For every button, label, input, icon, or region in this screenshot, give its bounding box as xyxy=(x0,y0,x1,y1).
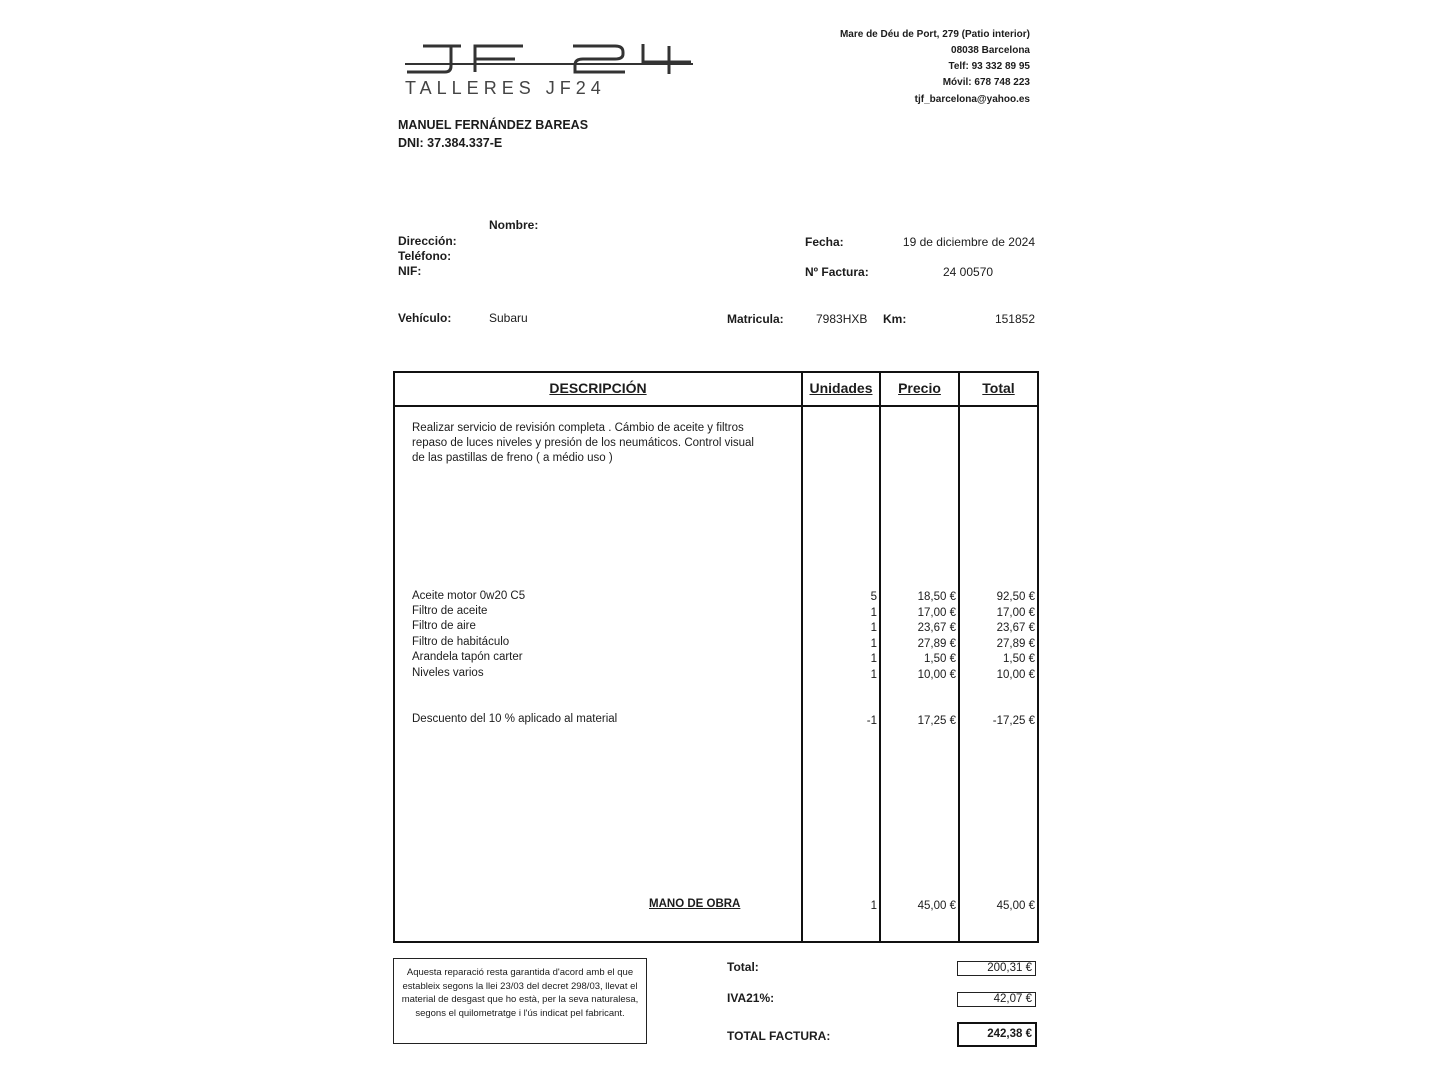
invoice-table xyxy=(393,371,1039,943)
row-price: 10,00 € xyxy=(917,669,956,681)
matricula-value: 7983HXB xyxy=(816,312,868,326)
row-description: Aceite motor 0w20 C5 xyxy=(412,590,526,602)
factura-label: Nº Factura: xyxy=(805,265,869,279)
company-email: tjf_barcelona@yahoo.es xyxy=(914,94,1030,105)
labor-description: MANO DE OBRA xyxy=(649,898,741,910)
km-value: 151852 xyxy=(994,312,1035,326)
row-total: 1,50 € xyxy=(1003,653,1035,665)
company-address: Mare de Déu de Port, 279 (Patio interior) xyxy=(839,29,1030,40)
row-total: 17,00 € xyxy=(996,607,1035,619)
discount-units: -1 xyxy=(866,715,877,727)
company-phone: Telf: 93 332 89 95 xyxy=(948,61,1030,72)
column-divider xyxy=(879,373,881,941)
total-value: 200,31 € xyxy=(957,961,1036,976)
direccion-label: Dirección: xyxy=(398,234,457,248)
row-units: 1 xyxy=(870,638,877,650)
labor-total: 45,00 € xyxy=(996,900,1035,912)
column-divider xyxy=(958,373,960,941)
row-description: Filtro de habitáculo xyxy=(412,636,510,648)
iva-value: 42,07 € xyxy=(957,992,1036,1007)
row-description: Filtro de aire xyxy=(412,620,476,632)
fecha-value: 19 de diciembre de 2024 xyxy=(902,235,1035,249)
nombre-label: Nombre: xyxy=(489,218,539,232)
row-price: 23,67 € xyxy=(917,622,956,634)
logo-subtitle: TALLERES JF24 xyxy=(405,78,606,98)
company-logo xyxy=(403,40,693,80)
header-unidades: Unidades xyxy=(809,380,873,396)
row-description: Niveles varios xyxy=(412,667,484,679)
warranty-note: Aquesta reparació resta garantida d'acord amb el que estableix segons la llei 23/03 del decret 298/03, llevat el material de desgast que ho està, per la seva naturalesa, segons el quilometratge i l'ús indicat pel fabricant. xyxy=(393,958,647,1044)
company-mobile: Móvil: 678 748 223 xyxy=(942,77,1030,88)
intro-line: repaso de luces niveles y presión de los neumáticos. Control visual xyxy=(412,437,754,449)
table-header-divider xyxy=(395,405,1037,407)
row-total: 10,00 € xyxy=(996,669,1035,681)
labor-price: 45,00 € xyxy=(917,900,956,912)
vehiculo-value: Subaru xyxy=(489,311,528,325)
row-total: 27,89 € xyxy=(996,638,1035,650)
telefono-label: Teléfono: xyxy=(398,249,452,263)
row-total: 23,67 € xyxy=(996,622,1035,634)
company-city: 08038 Barcelona xyxy=(951,45,1030,56)
row-units: 1 xyxy=(870,607,877,619)
row-price: 18,50 € xyxy=(917,591,956,603)
labor-units: 1 xyxy=(870,900,877,912)
row-units: 1 xyxy=(870,622,877,634)
header-descripcion: DESCRIPCIÓN xyxy=(549,380,647,396)
discount-total: -17,25 € xyxy=(992,715,1035,727)
total-label: Total: xyxy=(727,960,759,974)
fecha-label: Fecha: xyxy=(805,235,844,249)
km-label: Km: xyxy=(883,312,907,326)
iva-label: IVA21%: xyxy=(727,991,775,1005)
total-factura-value: 242,38 € xyxy=(957,1022,1037,1047)
intro-line: Realizar servicio de revisión completa . Cámbio de aceite y filtros xyxy=(412,422,744,434)
row-price: 27,89 € xyxy=(917,638,956,650)
header-total: Total xyxy=(982,380,1015,396)
matricula-label: Matricula: xyxy=(727,312,784,326)
owner-name: MANUEL FERNÁNDEZ BAREAS xyxy=(398,118,589,132)
row-units: 1 xyxy=(870,653,877,665)
intro-line: de las pastillas de freno ( a médio uso ) xyxy=(412,452,613,464)
row-price: 17,00 € xyxy=(917,607,956,619)
column-divider xyxy=(801,373,803,941)
row-description: Arandela tapón carter xyxy=(412,651,523,663)
factura-number: 24 00570 xyxy=(943,265,994,279)
row-description: Filtro de aceite xyxy=(412,605,488,617)
row-price: 1,50 € xyxy=(924,653,956,665)
header-precio: Precio xyxy=(898,380,941,396)
owner-dni: DNI: 37.384.337-E xyxy=(398,136,503,150)
row-total: 92,50 € xyxy=(996,591,1035,603)
discount-price: 17,25 € xyxy=(917,715,956,727)
discount-description: Descuento del 10 % aplicado al material xyxy=(412,713,618,725)
vehiculo-label: Vehículo: xyxy=(398,311,452,325)
row-units: 1 xyxy=(870,669,877,681)
nif-label: NIF: xyxy=(398,264,422,278)
total-factura-label: TOTAL FACTURA: xyxy=(727,1029,831,1043)
row-units: 5 xyxy=(870,591,877,603)
